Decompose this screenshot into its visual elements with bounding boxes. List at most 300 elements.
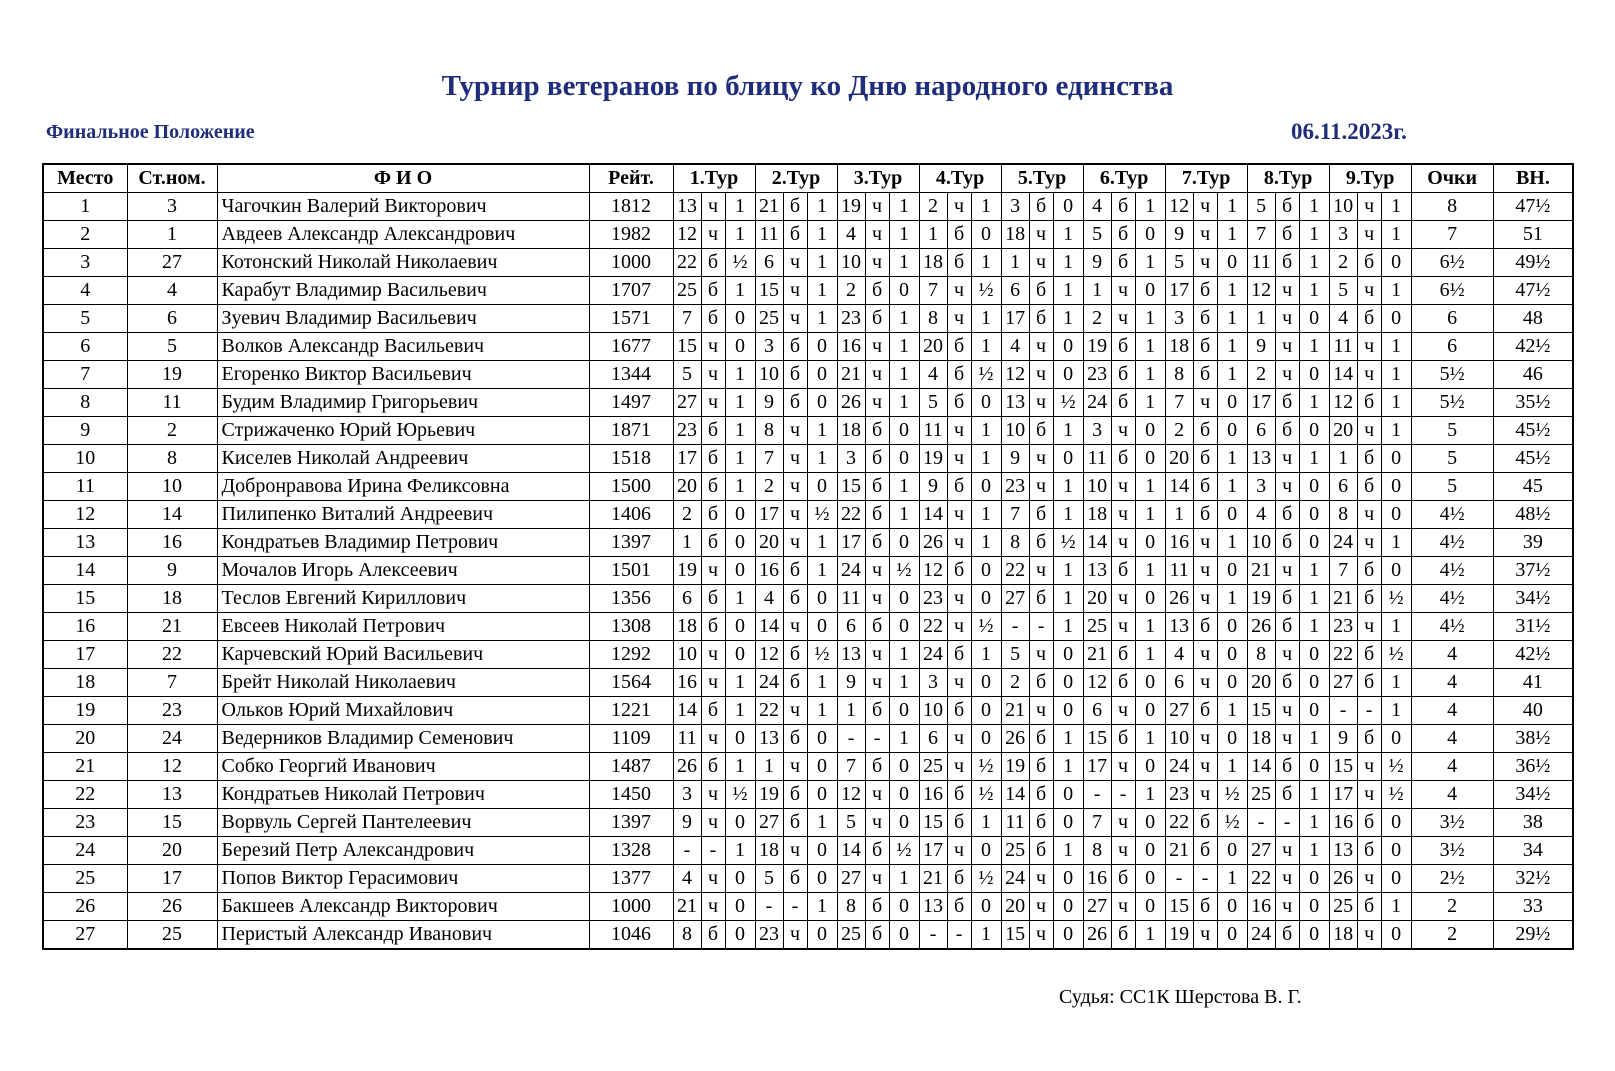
result-cell: 1 — [1217, 305, 1247, 333]
color-cell: - — [1275, 809, 1299, 837]
opponent-cell: 23 — [837, 305, 865, 333]
table-row — [43, 445, 1573, 473]
result-cell: 0 — [1053, 193, 1083, 221]
start-number-cell: 4 — [127, 277, 217, 305]
result-cell: 1 — [1053, 753, 1083, 781]
result-cell: 0 — [1299, 361, 1329, 389]
result-cell: 0 — [1135, 753, 1165, 781]
color-cell: ч — [701, 641, 725, 669]
result-cell: 0 — [1381, 837, 1411, 865]
header-row — [43, 164, 1573, 193]
color-cell: б — [947, 361, 971, 389]
opponent-cell: 17 — [1001, 305, 1029, 333]
result-cell: 0 — [1135, 221, 1165, 249]
judge-signature: Судья: СС1К Шерстова В. Г. — [1059, 986, 1302, 1008]
player-name-cell: Авдеев Александр Александрович — [217, 221, 589, 249]
opponent-cell: 16 — [1083, 865, 1111, 893]
table-row — [43, 893, 1573, 921]
color-cell: ч — [1193, 389, 1217, 417]
color-cell: б — [1029, 305, 1053, 333]
opponent-cell: - — [1001, 613, 1029, 641]
header-round-6: 6.Тур — [1083, 164, 1165, 193]
color-cell: б — [1193, 333, 1217, 361]
opponent-cell: 11 — [837, 585, 865, 613]
result-cell: 1 — [1217, 697, 1247, 725]
color-cell: б — [783, 725, 807, 753]
color-cell: б — [783, 557, 807, 585]
rating-cell: 1487 — [589, 753, 673, 781]
player-name-cell: Зуевич Владимир Васильевич — [217, 305, 589, 333]
color-cell: ч — [701, 193, 725, 221]
color-cell: ч — [1357, 529, 1381, 557]
color-cell: б — [865, 473, 889, 501]
result-cell: 1 — [889, 725, 919, 753]
color-cell: б — [947, 389, 971, 417]
result-cell: 0 — [889, 585, 919, 613]
opponent-cell: 13 — [1083, 557, 1111, 585]
result-cell: 1 — [807, 557, 837, 585]
place-cell: 25 — [43, 865, 127, 893]
opponent-cell: 25 — [1329, 893, 1357, 921]
points-cell: 4½ — [1411, 585, 1493, 613]
color-cell: б — [865, 417, 889, 445]
opponent-cell: 12 — [1083, 669, 1111, 697]
result-cell: 1 — [889, 501, 919, 529]
opponent-cell: 19 — [837, 193, 865, 221]
result-cell: 1 — [1135, 613, 1165, 641]
color-cell: ч — [1111, 893, 1135, 921]
header-start-number: Ст.ном. — [127, 164, 217, 193]
color-cell: ч — [865, 361, 889, 389]
table-row — [43, 333, 1573, 361]
opponent-cell: 25 — [1247, 781, 1275, 809]
result-cell: 1 — [1053, 725, 1083, 753]
color-cell: ч — [783, 501, 807, 529]
opponent-cell: 27 — [1083, 893, 1111, 921]
result-cell: 0 — [889, 445, 919, 473]
color-cell: б — [865, 445, 889, 473]
color-cell: - — [1111, 781, 1135, 809]
result-cell: 0 — [807, 725, 837, 753]
opponent-cell: 18 — [1001, 221, 1029, 249]
points-cell: 2 — [1411, 893, 1493, 921]
result-cell: 1 — [1135, 333, 1165, 361]
result-cell: 1 — [971, 445, 1001, 473]
place-cell: 9 — [43, 417, 127, 445]
color-cell: б — [1275, 781, 1299, 809]
result-cell: 1 — [807, 305, 837, 333]
result-cell: 0 — [725, 921, 755, 950]
color-cell: ч — [783, 837, 807, 865]
result-cell: 1 — [1217, 865, 1247, 893]
opponent-cell: 1 — [1247, 305, 1275, 333]
opponent-cell: 10 — [919, 697, 947, 725]
opponent-cell: 26 — [1247, 613, 1275, 641]
opponent-cell: 20 — [1165, 445, 1193, 473]
result-cell: 1 — [971, 333, 1001, 361]
color-cell: ч — [701, 865, 725, 893]
result-cell: 0 — [807, 865, 837, 893]
color-cell: б — [783, 865, 807, 893]
opponent-cell: 19 — [755, 781, 783, 809]
opponent-cell: 22 — [1165, 809, 1193, 837]
color-cell: ч — [1029, 361, 1053, 389]
result-cell: 1 — [889, 641, 919, 669]
opponent-cell: 4 — [673, 865, 701, 893]
tiebreak-cell: 41 — [1493, 669, 1573, 697]
header-round-5: 5.Тур — [1001, 164, 1083, 193]
result-cell: 1 — [1381, 613, 1411, 641]
points-cell: 3½ — [1411, 809, 1493, 837]
opponent-cell: 21 — [1083, 641, 1111, 669]
result-cell: 1 — [1217, 221, 1247, 249]
color-cell: ч — [1111, 277, 1135, 305]
rating-cell: 1677 — [589, 333, 673, 361]
points-cell: 4 — [1411, 725, 1493, 753]
rating-cell: 1406 — [589, 501, 673, 529]
tiebreak-cell: 47½ — [1493, 277, 1573, 305]
color-cell: ч — [1193, 221, 1217, 249]
opponent-cell: 3 — [1001, 193, 1029, 221]
start-number-cell: 2 — [127, 417, 217, 445]
color-cell: ч — [1275, 473, 1299, 501]
color-cell: ч — [1193, 669, 1217, 697]
result-cell: 1 — [725, 445, 755, 473]
color-cell: ч — [947, 193, 971, 221]
color-cell: ч — [865, 389, 889, 417]
points-cell: 6 — [1411, 305, 1493, 333]
opponent-cell: 13 — [919, 893, 947, 921]
opponent-cell: 3 — [1083, 417, 1111, 445]
result-cell: 1 — [1053, 473, 1083, 501]
opponent-cell: 24 — [1329, 529, 1357, 557]
result-cell: 0 — [889, 781, 919, 809]
color-cell: ч — [1357, 501, 1381, 529]
opponent-cell: 25 — [837, 921, 865, 950]
result-cell: 1 — [1135, 781, 1165, 809]
result-cell: 1 — [725, 277, 755, 305]
opponent-cell: 27 — [755, 809, 783, 837]
opponent-cell: 8 — [1329, 501, 1357, 529]
color-cell: ч — [1111, 809, 1135, 837]
opponent-cell: 14 — [1329, 361, 1357, 389]
table-row — [43, 473, 1573, 501]
opponent-cell: 17 — [837, 529, 865, 557]
color-cell: ч — [865, 669, 889, 697]
color-cell: ч — [783, 249, 807, 277]
result-cell: 1 — [1381, 697, 1411, 725]
result-cell: 1 — [1217, 277, 1247, 305]
player-name-cell: Стрижаченко Юрий Юрьевич — [217, 417, 589, 445]
opponent-cell: 7 — [837, 753, 865, 781]
result-cell: 1 — [1299, 221, 1329, 249]
result-cell: 1 — [1053, 557, 1083, 585]
color-cell: б — [783, 585, 807, 613]
color-cell: б — [1357, 893, 1381, 921]
result-cell: 0 — [1299, 921, 1329, 950]
opponent-cell: 16 — [1329, 809, 1357, 837]
opponent-cell: 18 — [755, 837, 783, 865]
color-cell: ч — [1193, 249, 1217, 277]
color-cell: ч — [947, 613, 971, 641]
opponent-cell: 7 — [1165, 389, 1193, 417]
player-name-cell: Котонский Николай Николаевич — [217, 249, 589, 277]
result-cell: 0 — [889, 529, 919, 557]
start-number-cell: 20 — [127, 837, 217, 865]
color-cell: б — [783, 389, 807, 417]
place-cell: 10 — [43, 445, 127, 473]
result-cell: 0 — [725, 725, 755, 753]
result-cell: 0 — [1299, 865, 1329, 893]
start-number-cell: 3 — [127, 193, 217, 221]
opponent-cell: 9 — [919, 473, 947, 501]
result-cell: 0 — [1135, 277, 1165, 305]
result-cell: 1 — [1299, 277, 1329, 305]
rating-cell: 1871 — [589, 417, 673, 445]
start-number-cell: 18 — [127, 585, 217, 613]
result-cell: 1 — [1053, 613, 1083, 641]
player-name-cell: Теслов Евгений Кириллович — [217, 585, 589, 613]
color-cell: б — [701, 417, 725, 445]
opponent-cell: 6 — [1083, 697, 1111, 725]
color-cell: б — [947, 221, 971, 249]
opponent-cell: 11 — [1001, 809, 1029, 837]
color-cell: б — [1193, 305, 1217, 333]
result-cell: 1 — [1217, 193, 1247, 221]
tiebreak-cell: 51 — [1493, 221, 1573, 249]
opponent-cell: 2 — [673, 501, 701, 529]
rating-cell: 1328 — [589, 837, 673, 865]
color-cell: ч — [947, 445, 971, 473]
opponent-cell: 18 — [1329, 921, 1357, 950]
color-cell: ч — [1029, 445, 1053, 473]
color-cell: ч — [1111, 305, 1135, 333]
result-cell: 1 — [971, 501, 1001, 529]
opponent-cell: 14 — [673, 697, 701, 725]
place-cell: 13 — [43, 529, 127, 557]
opponent-cell: 5 — [1083, 221, 1111, 249]
player-name-cell: Перистый Александр Иванович — [217, 921, 589, 950]
color-cell: б — [865, 837, 889, 865]
opponent-cell: 24 — [755, 669, 783, 697]
opponent-cell: 15 — [755, 277, 783, 305]
result-cell: 0 — [1053, 333, 1083, 361]
opponent-cell: 11 — [919, 417, 947, 445]
opponent-cell: 22 — [837, 501, 865, 529]
opponent-cell: 22 — [1329, 641, 1357, 669]
place-cell: 5 — [43, 305, 127, 333]
color-cell: ч — [1357, 613, 1381, 641]
opponent-cell: 14 — [1083, 529, 1111, 557]
opponent-cell: 11 — [1329, 333, 1357, 361]
player-name-cell: Кондратьев Владимир Петрович — [217, 529, 589, 557]
opponent-cell: 6 — [1329, 473, 1357, 501]
result-cell: 0 — [889, 893, 919, 921]
opponent-cell: 1 — [755, 753, 783, 781]
tiebreak-cell: 46 — [1493, 361, 1573, 389]
opponent-cell: 4 — [1083, 193, 1111, 221]
color-cell: ч — [783, 753, 807, 781]
color-cell: ч — [1111, 417, 1135, 445]
result-cell: 1 — [889, 865, 919, 893]
color-cell: б — [1357, 473, 1381, 501]
points-cell: 4½ — [1411, 613, 1493, 641]
player-name-cell: Добронравова Ирина Феликсовна — [217, 473, 589, 501]
result-cell: 1 — [889, 473, 919, 501]
points-cell: 3½ — [1411, 837, 1493, 865]
rating-cell: 1497 — [589, 389, 673, 417]
color-cell: ч — [1357, 781, 1381, 809]
opponent-cell: - — [1329, 697, 1357, 725]
result-cell: ½ — [1217, 781, 1247, 809]
opponent-cell: 8 — [837, 893, 865, 921]
result-cell: 1 — [725, 753, 755, 781]
opponent-cell: 14 — [1165, 473, 1193, 501]
table-row — [43, 501, 1573, 529]
color-cell: б — [1111, 333, 1135, 361]
opponent-cell: 19 — [1247, 585, 1275, 613]
color-cell: ч — [947, 585, 971, 613]
opponent-cell: 19 — [1083, 333, 1111, 361]
opponent-cell: 10 — [1165, 725, 1193, 753]
opponent-cell: 11 — [673, 725, 701, 753]
color-cell: б — [1193, 501, 1217, 529]
color-cell: ч — [1193, 921, 1217, 950]
tiebreak-cell: 45½ — [1493, 445, 1573, 473]
result-cell: 0 — [1217, 501, 1247, 529]
opponent-cell: 21 — [1001, 697, 1029, 725]
result-cell: 1 — [1135, 249, 1165, 277]
player-name-cell: Кондратьев Николай Петрович — [217, 781, 589, 809]
color-cell: ч — [1275, 445, 1299, 473]
start-number-cell: 16 — [127, 529, 217, 557]
color-cell: б — [701, 697, 725, 725]
color-cell: ч — [783, 473, 807, 501]
result-cell: 1 — [725, 417, 755, 445]
player-name-cell: Собко Георгий Иванович — [217, 753, 589, 781]
start-number-cell: 10 — [127, 473, 217, 501]
rating-cell: 1450 — [589, 781, 673, 809]
opponent-cell: 23 — [1165, 781, 1193, 809]
color-cell: б — [947, 893, 971, 921]
points-cell: 5 — [1411, 473, 1493, 501]
opponent-cell: 21 — [1247, 557, 1275, 585]
opponent-cell: 4 — [837, 221, 865, 249]
result-cell: 1 — [1299, 445, 1329, 473]
opponent-cell: 8 — [919, 305, 947, 333]
tiebreak-cell: 42½ — [1493, 641, 1573, 669]
opponent-cell: 13 — [1001, 389, 1029, 417]
color-cell: ч — [1111, 529, 1135, 557]
color-cell: б — [1275, 221, 1299, 249]
result-cell: ½ — [1053, 389, 1083, 417]
opponent-cell: 8 — [1001, 529, 1029, 557]
opponent-cell: 14 — [755, 613, 783, 641]
result-cell: 1 — [1135, 921, 1165, 950]
color-cell: б — [1029, 669, 1053, 697]
color-cell: б — [783, 333, 807, 361]
color-cell: б — [1111, 641, 1135, 669]
opponent-cell: 7 — [755, 445, 783, 473]
opponent-cell: 4 — [1329, 305, 1357, 333]
color-cell: - — [1357, 697, 1381, 725]
color-cell: б — [1357, 249, 1381, 277]
header-round-2: 2.Тур — [755, 164, 837, 193]
opponent-cell: 8 — [1083, 837, 1111, 865]
result-cell: 1 — [807, 277, 837, 305]
color-cell: б — [1193, 809, 1217, 837]
opponent-cell: 22 — [919, 613, 947, 641]
color-cell: б — [1029, 809, 1053, 837]
opponent-cell: 18 — [837, 417, 865, 445]
opponent-cell: 1 — [1083, 277, 1111, 305]
standings-subtitle: Финальное Положение — [46, 121, 255, 143]
opponent-cell: 21 — [919, 865, 947, 893]
result-cell: 1 — [725, 221, 755, 249]
opponent-cell: 15 — [1247, 697, 1275, 725]
color-cell: ч — [1275, 277, 1299, 305]
result-cell: 1 — [1381, 529, 1411, 557]
result-cell: 1 — [1135, 361, 1165, 389]
place-cell: 21 — [43, 753, 127, 781]
result-cell: 0 — [1381, 249, 1411, 277]
result-cell: 1 — [725, 837, 755, 865]
result-cell: ½ — [1381, 641, 1411, 669]
result-cell: 0 — [1381, 865, 1411, 893]
result-cell: 0 — [1053, 893, 1083, 921]
result-cell: 1 — [807, 809, 837, 837]
result-cell: 1 — [1299, 585, 1329, 613]
color-cell: ч — [701, 221, 725, 249]
opponent-cell: 2 — [1001, 669, 1029, 697]
header-round-8: 8.Тур — [1247, 164, 1329, 193]
color-cell: б — [1193, 473, 1217, 501]
color-cell: ч — [1275, 333, 1299, 361]
color-cell: б — [865, 921, 889, 950]
opponent-cell: 23 — [1083, 361, 1111, 389]
color-cell: - — [701, 837, 725, 865]
points-cell: 4 — [1411, 781, 1493, 809]
tiebreak-cell: 31½ — [1493, 613, 1573, 641]
color-cell: б — [1111, 669, 1135, 697]
result-cell: 0 — [807, 837, 837, 865]
color-cell: б — [1029, 529, 1053, 557]
result-cell: 0 — [725, 501, 755, 529]
place-cell: 23 — [43, 809, 127, 837]
rating-cell: 1109 — [589, 725, 673, 753]
color-cell: ч — [1275, 361, 1299, 389]
opponent-cell: 8 — [1165, 361, 1193, 389]
result-cell: ½ — [971, 613, 1001, 641]
opponent-cell: 7 — [1247, 221, 1275, 249]
player-name-cell: Бакшеев Александр Викторович — [217, 893, 589, 921]
player-name-cell: Ворвуль Сергей Пантелеевич — [217, 809, 589, 837]
opponent-cell: 21 — [1165, 837, 1193, 865]
start-number-cell: 12 — [127, 753, 217, 781]
opponent-cell: 5 — [673, 361, 701, 389]
color-cell: ч — [947, 277, 971, 305]
points-cell: 5½ — [1411, 361, 1493, 389]
rating-cell: 1564 — [589, 669, 673, 697]
result-cell: 0 — [1217, 389, 1247, 417]
result-cell: 1 — [1217, 473, 1247, 501]
opponent-cell: 9 — [837, 669, 865, 697]
color-cell: б — [1193, 361, 1217, 389]
player-name-cell: Карабут Владимир Васильевич — [217, 277, 589, 305]
opponent-cell: 14 — [1001, 781, 1029, 809]
opponent-cell: 16 — [1165, 529, 1193, 557]
opponent-cell: 7 — [919, 277, 947, 305]
